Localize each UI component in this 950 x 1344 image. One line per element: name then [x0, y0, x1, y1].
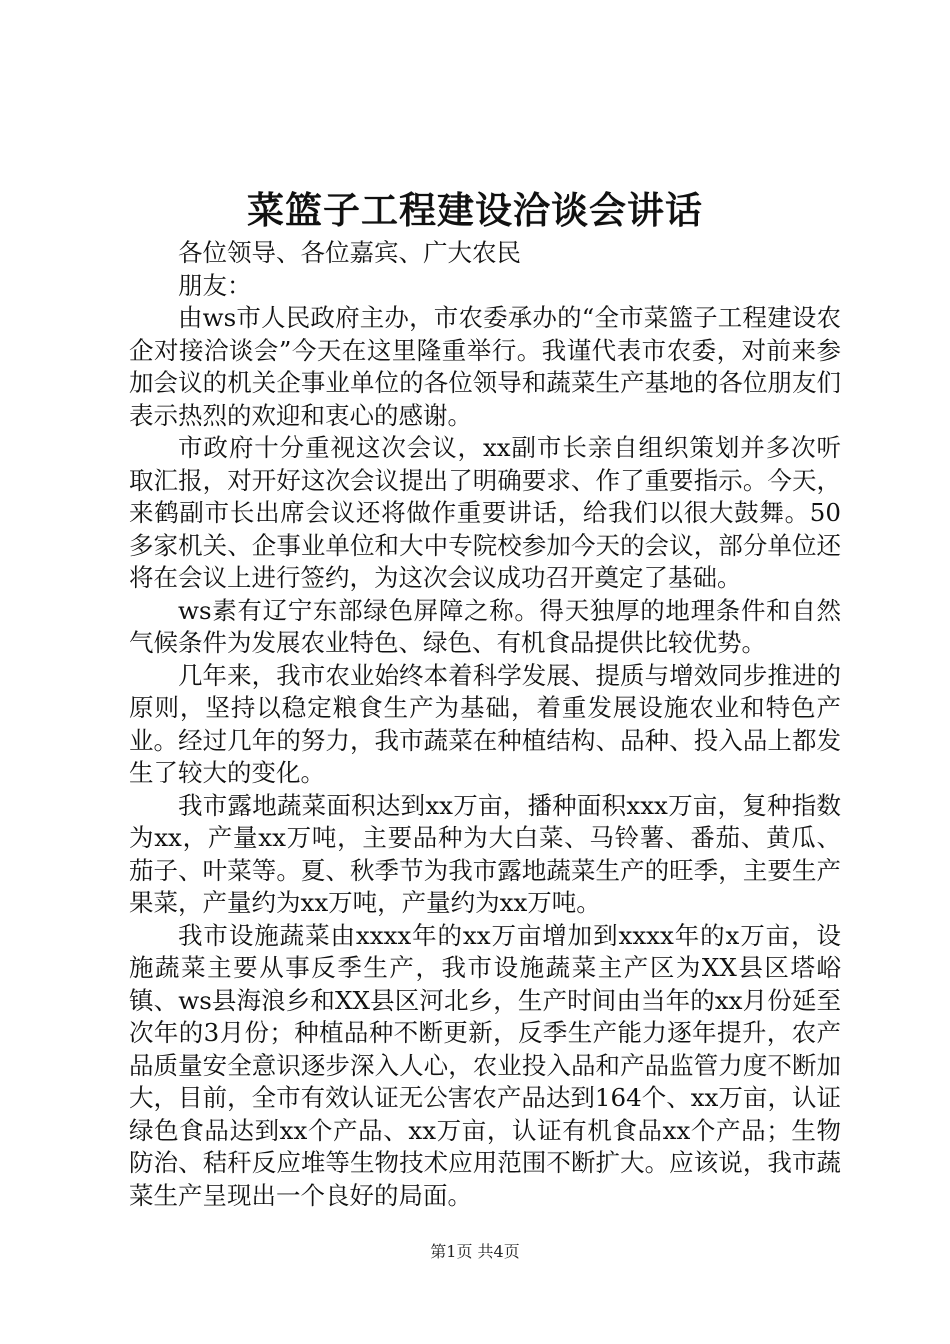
paragraph-6: 我市设施蔬菜由xxxx年的xx万亩增加到xxxx年的x万亩，设施蔬菜主要从事反季生产，我市设施蔬菜主产区为XX县区塔峪镇、ws县海浪乡和XX县区河北乡，生产时间由当年的xx月份延至次年的3月份；种植品种不断更新，反季生产能力逐年提升，农产品质量安全意识逐步深入人心，农业投入品和产品监管力度不断加大，目前，全市有效认证无公害农产品达到164个、xx万亩，认证绿色食品达到xx个产品、xx万亩，认证有机食品xx个产品；生物防治、秸秆反应堆等生物技术应用范围不断扩大。应该说，我市蔬菜生产呈现出一个良好的局面。	[129, 920, 841, 1210]
paragraph-1: 由ws市人民政府主办，市农委承办的“全市菜篮子工程建设农企对接洽谈会”今天在这里隆重举行。我谨代表市农委，对前来参加会议的机关企事业单位的各位领导和蔬菜生产基地的各位朋友们表示热烈的欢迎和衷心的感谢。	[129, 303, 841, 430]
paragraph-4: 几年来，我市农业始终本着科学发展、提质与增效同步推进的原则，坚持以稳定粮食生产为基础，着重发展设施农业和特色产业。经过几年的努力，我市蔬菜在种植结构、品种、投入品上都发生了较大的变化。	[129, 660, 841, 787]
page-number-footer: 第1页 共4页	[430, 1242, 520, 1261]
salutation-line-1: 各位领导、各位嘉宾、广大农民	[178, 238, 521, 267]
salutation-line-2: 朋友：	[178, 270, 252, 300]
document-body	[129, 237, 841, 1212]
paragraph-2: 市政府十分重视这次会议，xx副市长亲自组织策划并多次听取汇报，对开好这次会议提出了明确要求、作了重要指示。今天，来鹤副市长出席会议还将做作重要讲话，给我们以很大鼓舞。50多家机关、企事业单位和大中专院校参加今天的会议，部分单位还将在会议上进行签约，为这次会议成功召开奠定了基础。	[129, 433, 841, 592]
document-title: 菜篮子工程建设洽谈会讲话	[247, 188, 703, 232]
paragraph-5: 我市露地蔬菜面积达到xx万亩，播种面积xxx万亩，复种指数为xx，产量xx万吨，主要品种为大白菜、马铃薯、番茄、黄瓜、茄子、叶菜等。夏、秋季节为我市露地蔬菜生产的旺季，主要生产果菜，产量约为xx万吨，产量约为xx万吨。	[129, 790, 841, 917]
paragraph-3: ws素有辽宁东部绿色屏障之称。得天独厚的地理条件和自然气候条件为发展农业特色、绿色、有机食品提供比较优势。	[129, 595, 841, 657]
